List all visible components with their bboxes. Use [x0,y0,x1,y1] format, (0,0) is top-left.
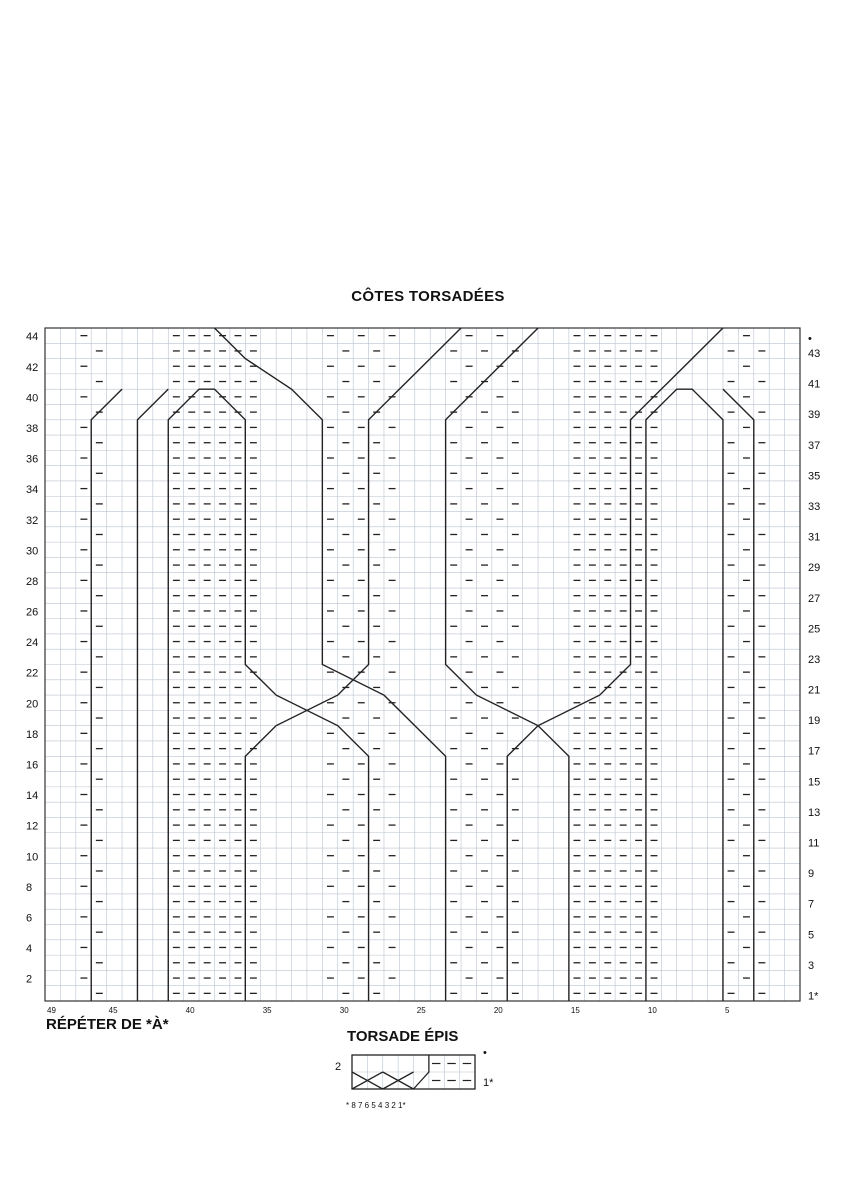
row-label-left: 18 [26,728,39,741]
legend-stitch-numbers: * 8 7 6 5 4 3 2 1* [346,1101,406,1110]
row-label-left: 24 [26,637,39,650]
row-label-left: 12 [26,820,39,833]
column-label: 49 [47,1006,56,1015]
row-label-right: 15 [808,776,821,789]
row-label-left: 26 [26,606,39,619]
column-label: 15 [570,1006,580,1015]
row-label-left: 2 [26,973,33,986]
row-label-left: 28 [26,575,39,588]
row-label-right: 17 [808,745,821,758]
row-label-left: 36 [26,453,39,466]
column-label: 40 [185,1006,195,1015]
row-label-right: 37 [808,439,821,452]
row-label-left: 38 [26,423,39,436]
row-label-right: 39 [808,409,821,422]
column-label: 30 [339,1006,349,1015]
row-label-left: 8 [26,881,33,894]
legend-chart [335,1047,494,1110]
row-label-right: 13 [808,806,821,819]
column-label: 25 [416,1006,426,1015]
repeat-note: RÉPÉTER DE *À* [46,1016,169,1033]
row-label-right: 23 [808,653,821,666]
row-label-left: 40 [26,392,39,405]
row-label-left: 44 [26,331,39,344]
row-label-left: 30 [26,545,39,558]
chart-labels [26,331,820,1015]
column-label: 5 [724,1006,730,1015]
legend-title: TORSADE ÉPIS [347,1028,459,1045]
row-label-right: 41 [808,378,821,391]
row-label-left: 20 [26,698,39,711]
row-label-left: 32 [26,514,39,527]
column-label: 45 [108,1006,118,1015]
row-label-left: 16 [26,759,39,772]
legend-row-label: 1* [483,1077,494,1089]
row-label-left: 22 [26,667,39,680]
row-label-right: 3 [808,959,815,972]
row-label-right: 27 [808,592,821,605]
row-label-right: 25 [808,623,821,636]
column-label: 10 [647,1006,657,1015]
legend-row-label: • [483,1047,487,1059]
row-label-right: • [808,332,812,345]
row-label-right: 11 [808,837,820,850]
row-label-left: 6 [26,912,33,925]
row-label-right: 33 [808,501,821,514]
legend-row-label: 2 [335,1061,342,1073]
row-label-left: 4 [26,943,33,956]
row-label-right: 9 [808,868,815,881]
column-label: 35 [262,1006,272,1015]
row-label-right: 1* [808,990,819,1003]
row-label-left: 42 [26,361,39,374]
row-label-left: 34 [26,484,39,497]
chart-grid [45,328,800,1001]
row-label-right: 29 [808,562,821,575]
row-label-left: 14 [26,790,39,803]
row-label-right: 5 [808,929,815,942]
chart-title: CÔTES TORSADÉES [351,288,505,305]
row-label-right: 31 [808,531,821,544]
row-label-right: 43 [808,348,821,361]
row-label-right: 7 [808,898,815,911]
row-label-left: 10 [26,851,39,864]
row-label-right: 21 [808,684,821,697]
column-label: 20 [493,1006,503,1015]
row-label-right: 35 [808,470,821,483]
row-label-right: 19 [808,715,821,728]
